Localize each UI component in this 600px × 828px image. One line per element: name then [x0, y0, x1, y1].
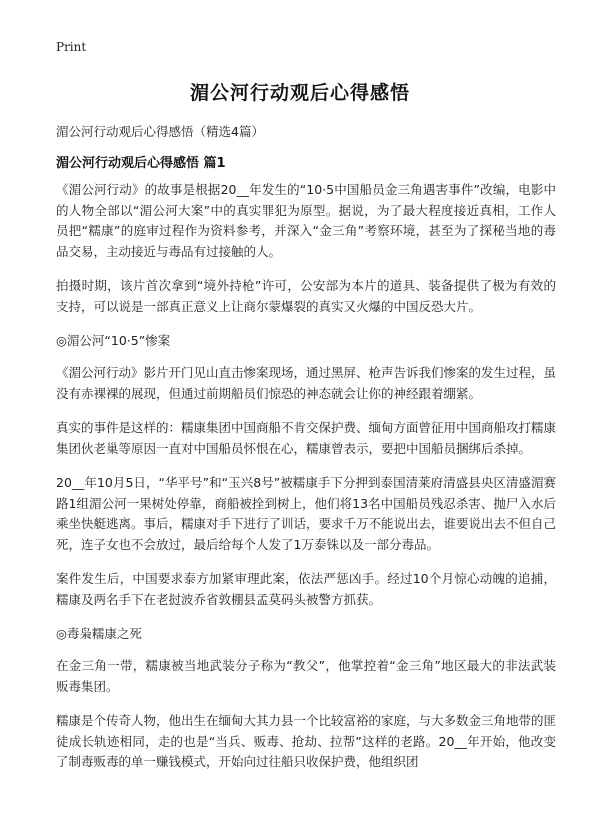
paragraph: 在金三角一带，糯康被当地武装分子称为“教父”，他掌控着“金三角”地区最大的非法武装贩毒集团。 — [56, 658, 556, 694]
page-title: 湄公河行动观后心得感悟 — [189, 82, 410, 104]
article-body — [56, 180, 556, 787]
paragraph: 《湄公河行动》影片开门见山直击惨案现场，通过黑屏、枪声告诉我们惨案的发生过程，虽没有赤裸裸的展现，但通过前期船员们惊恐的神态就会让你的神经跟着绷紧。 — [56, 365, 557, 401]
print-link[interactable]: Print — [56, 40, 87, 54]
section-heading: 湄公河行动观后心得感悟 篇1 — [56, 156, 226, 171]
paragraph: 真实的事件是这样的：糯康集团中国商船不肯交保护费、缅甸方面曾征用中国商船攻打糯康集团伙老巢等原因一直对中国船员怀恨在心，糯康曾表示，要把中国船员捆绑后杀掉。 — [56, 420, 557, 456]
subsection-marker: ◎湄公河“10·5”惨案 — [56, 333, 171, 348]
document-subtitle: 湄公河行动观后心得感悟（精选4篇） — [56, 124, 264, 139]
paragraph: 拍摄时期，该片首次拿到“境外持枪”许可，公安部为本片的道具、装备提供了极为有效的支持，可以说是一部真正意义上让商尔蒙爆裂的真实又火爆的中国反恐大片。 — [56, 278, 556, 314]
paragraph: 糯康是个传奇人物，他出生在缅甸大其力县一个比较富裕的家庭，与大多数金三角地带的匪徒成长轨迹相同，走的也是“当兵、贩毒、抢劫、拉帮”这样的老路。20__年开始，他改变了制毒贩毒的单一赚钱模式，开始向过往船只收保护费，他组织团 — [56, 713, 557, 769]
paragraph: 《湄公河行动》的故事是根据20__年发生的“10·5中国船员金三角遇害事件”改编，电影中的人物全部以“湄公河大案”中的真实罪犯为原型。据说，为了最大程度接近真相，工作人员把“糯康”的庭审过程作为资料参考，并深入“金三角”考察环境，甚至为了探秘当地的毒品交易，主动接近与毒品有过接触的人。 — [56, 182, 556, 259]
paragraph: 案件发生后，中国要求泰方加紧审理此案，依法严惩凶手。经过10个月惊心动魄的追捕，糯康及两名手下在老挝波乔省敦棚县孟莫码头被警方抓获。 — [56, 571, 556, 607]
subsection-marker: ◎毒枭糯康之死 — [56, 626, 142, 641]
paragraph: 20__年10月5日，“华平号”和“玉兴8号”被糯康手下分押到泰国清莱府清盛县央区清盛湄赛路1组湄公河一果树处停靠，商船被拴到树上，他们将13名中国船员残忍杀害、抛尸入水后乘坐快艇逃离。事后，糯康对手下进行了训话，要求千万不能说出去，谁要说出去不但自己死，连子女也不会放过，最后给每个人发了1万泰铢以及一部分毒品。 — [56, 475, 557, 552]
